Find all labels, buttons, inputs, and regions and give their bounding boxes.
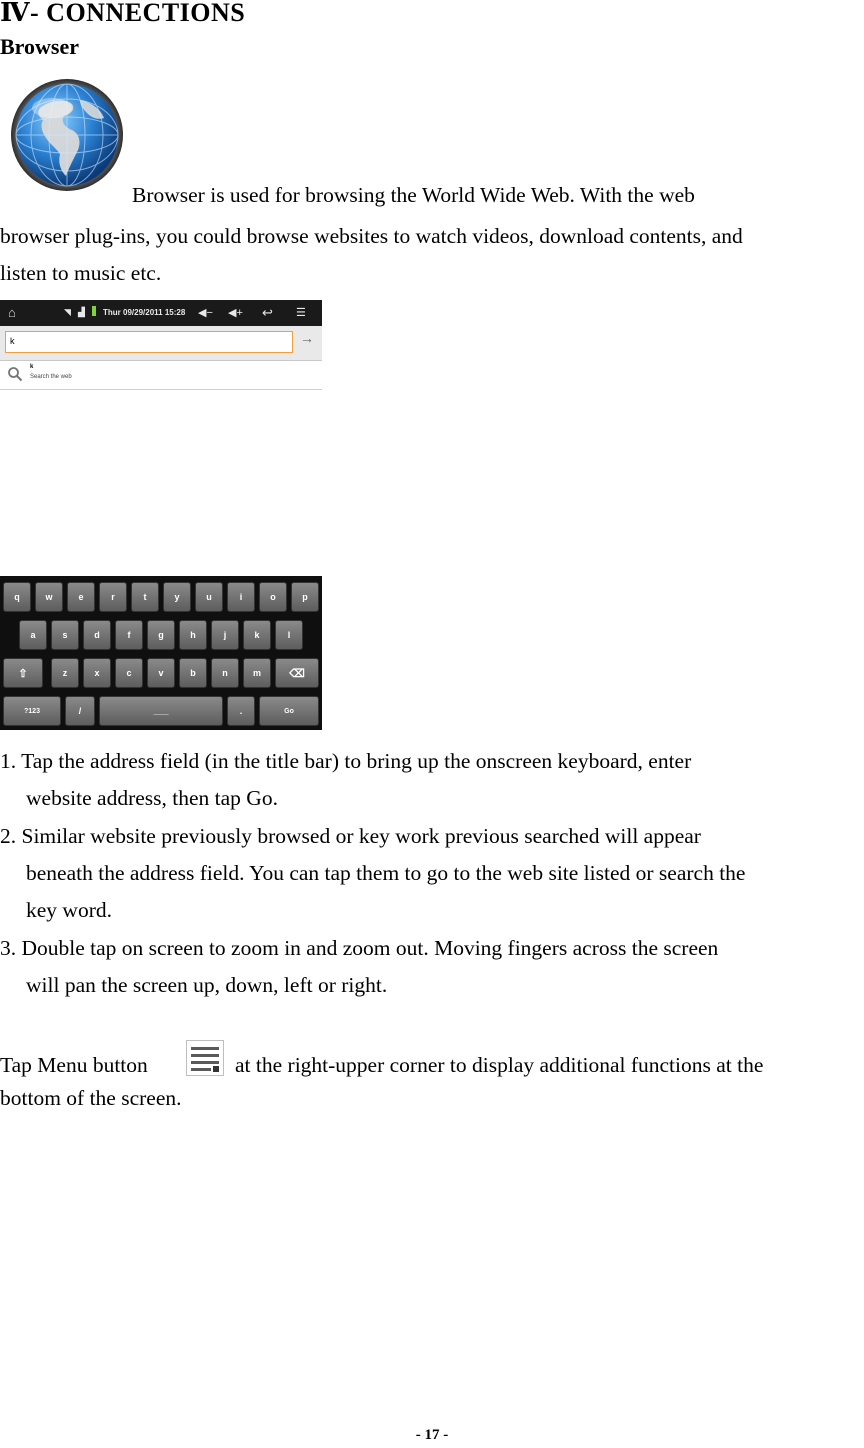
key-c[interactable]: c bbox=[115, 658, 143, 688]
shift-key[interactable] bbox=[3, 658, 43, 688]
suggestion-item[interactable] bbox=[0, 361, 322, 390]
page-number: - 17 - bbox=[415, 1427, 449, 1443]
key-e[interactable]: e bbox=[67, 582, 95, 612]
address-input[interactable]: k bbox=[5, 331, 293, 353]
space-key[interactable]: ___ bbox=[99, 696, 223, 726]
key-p[interactable]: p bbox=[291, 582, 319, 612]
step-1-line: 1. Tap the address field (in the title bar) to bring up the onscreen keyboard, enter bbox=[0, 749, 692, 773]
volume-up-icon[interactable]: ◀+ bbox=[228, 307, 243, 319]
suggestion-label: Search the web bbox=[30, 374, 72, 380]
key-a[interactable]: a bbox=[19, 620, 47, 650]
wifi-icon: ◥ bbox=[64, 307, 71, 317]
suggestion-keyword: k bbox=[30, 364, 34, 370]
key-r[interactable]: r bbox=[99, 582, 127, 612]
dot-key[interactable]: . bbox=[227, 696, 255, 726]
intro-text-line: Browser is used for browsing the World Wide Web. With the web bbox=[132, 183, 695, 207]
home-icon[interactable]: ⌂ bbox=[8, 305, 16, 320]
key-g[interactable]: g bbox=[147, 620, 175, 650]
go-arrow-icon[interactable]: → bbox=[300, 332, 314, 347]
key-q[interactable]: q bbox=[3, 582, 31, 612]
address-bar bbox=[0, 326, 322, 361]
browser-screenshot bbox=[0, 300, 322, 730]
menu-note-after: at the right-upper corner to display additional functions at the bbox=[235, 1053, 764, 1077]
globe-icon bbox=[10, 78, 124, 192]
menu-icon[interactable]: ☰ bbox=[296, 307, 306, 319]
key-l[interactable]: l bbox=[275, 620, 303, 650]
search-icon bbox=[7, 366, 23, 382]
key-i[interactable]: i bbox=[227, 582, 255, 612]
volume-down-icon[interactable]: ◀− bbox=[198, 307, 213, 319]
section-title: Ⅳ- CONNECTIONS bbox=[0, 0, 246, 27]
shift-icon: ⇧ bbox=[18, 667, 28, 680]
sub-title: Browser bbox=[0, 34, 80, 59]
key-x[interactable]: x bbox=[83, 658, 111, 688]
mode-key[interactable]: ?123 bbox=[3, 696, 61, 726]
step-2-line: beneath the address field. You can tap them to go to the web site listed or search the bbox=[26, 861, 746, 885]
key-m[interactable]: m bbox=[243, 658, 271, 688]
step-3-line: 3. Double tap on screen to zoom in and zoom out. Moving fingers across the screen bbox=[0, 936, 719, 960]
key-h[interactable]: h bbox=[179, 620, 207, 650]
step-3-line: will pan the screen up, down, left or right. bbox=[26, 973, 388, 997]
key-d[interactable]: d bbox=[83, 620, 111, 650]
step-1-line: website address, then tap Go. bbox=[26, 786, 278, 810]
key-w[interactable]: w bbox=[35, 582, 63, 612]
menu-button-icon bbox=[186, 1040, 224, 1076]
menu-note-line2: bottom of the screen. bbox=[0, 1086, 182, 1110]
key-f[interactable]: f bbox=[115, 620, 143, 650]
menu-note-before: Tap Menu button bbox=[0, 1053, 148, 1077]
key-u[interactable]: u bbox=[195, 582, 223, 612]
key-y[interactable]: y bbox=[163, 582, 191, 612]
key-v[interactable]: v bbox=[147, 658, 175, 688]
step-2-line: 2. Similar website previously browsed or key work previous searched will appear bbox=[0, 824, 701, 848]
key-z[interactable]: z bbox=[51, 658, 79, 688]
onscreen-keyboard bbox=[0, 576, 322, 730]
step-2-line: key word. bbox=[26, 898, 112, 922]
slash-key[interactable]: / bbox=[65, 696, 95, 726]
go-key[interactable]: Go bbox=[259, 696, 319, 726]
web-page-area[interactable] bbox=[0, 390, 322, 576]
key-o[interactable]: o bbox=[259, 582, 287, 612]
battery-icon bbox=[92, 306, 96, 316]
key-s[interactable]: s bbox=[51, 620, 79, 650]
key-k[interactable]: k bbox=[243, 620, 271, 650]
key-n[interactable]: n bbox=[211, 658, 239, 688]
key-t[interactable]: t bbox=[131, 582, 159, 612]
key-j[interactable]: j bbox=[211, 620, 239, 650]
signal-icon: ▟ bbox=[78, 307, 85, 317]
backspace-key[interactable] bbox=[275, 658, 319, 688]
intro-text-line: browser plug-ins, you could browse websites to watch videos, download contents, and bbox=[0, 224, 743, 248]
intro-text-line: listen to music etc. bbox=[0, 261, 162, 285]
back-icon[interactable]: ↩ bbox=[262, 305, 273, 320]
status-datetime: Thur 09/29/2011 15:28 bbox=[103, 308, 186, 317]
backspace-icon: ⌫ bbox=[289, 667, 305, 680]
key-b[interactable]: b bbox=[179, 658, 207, 688]
status-bar bbox=[0, 300, 322, 326]
